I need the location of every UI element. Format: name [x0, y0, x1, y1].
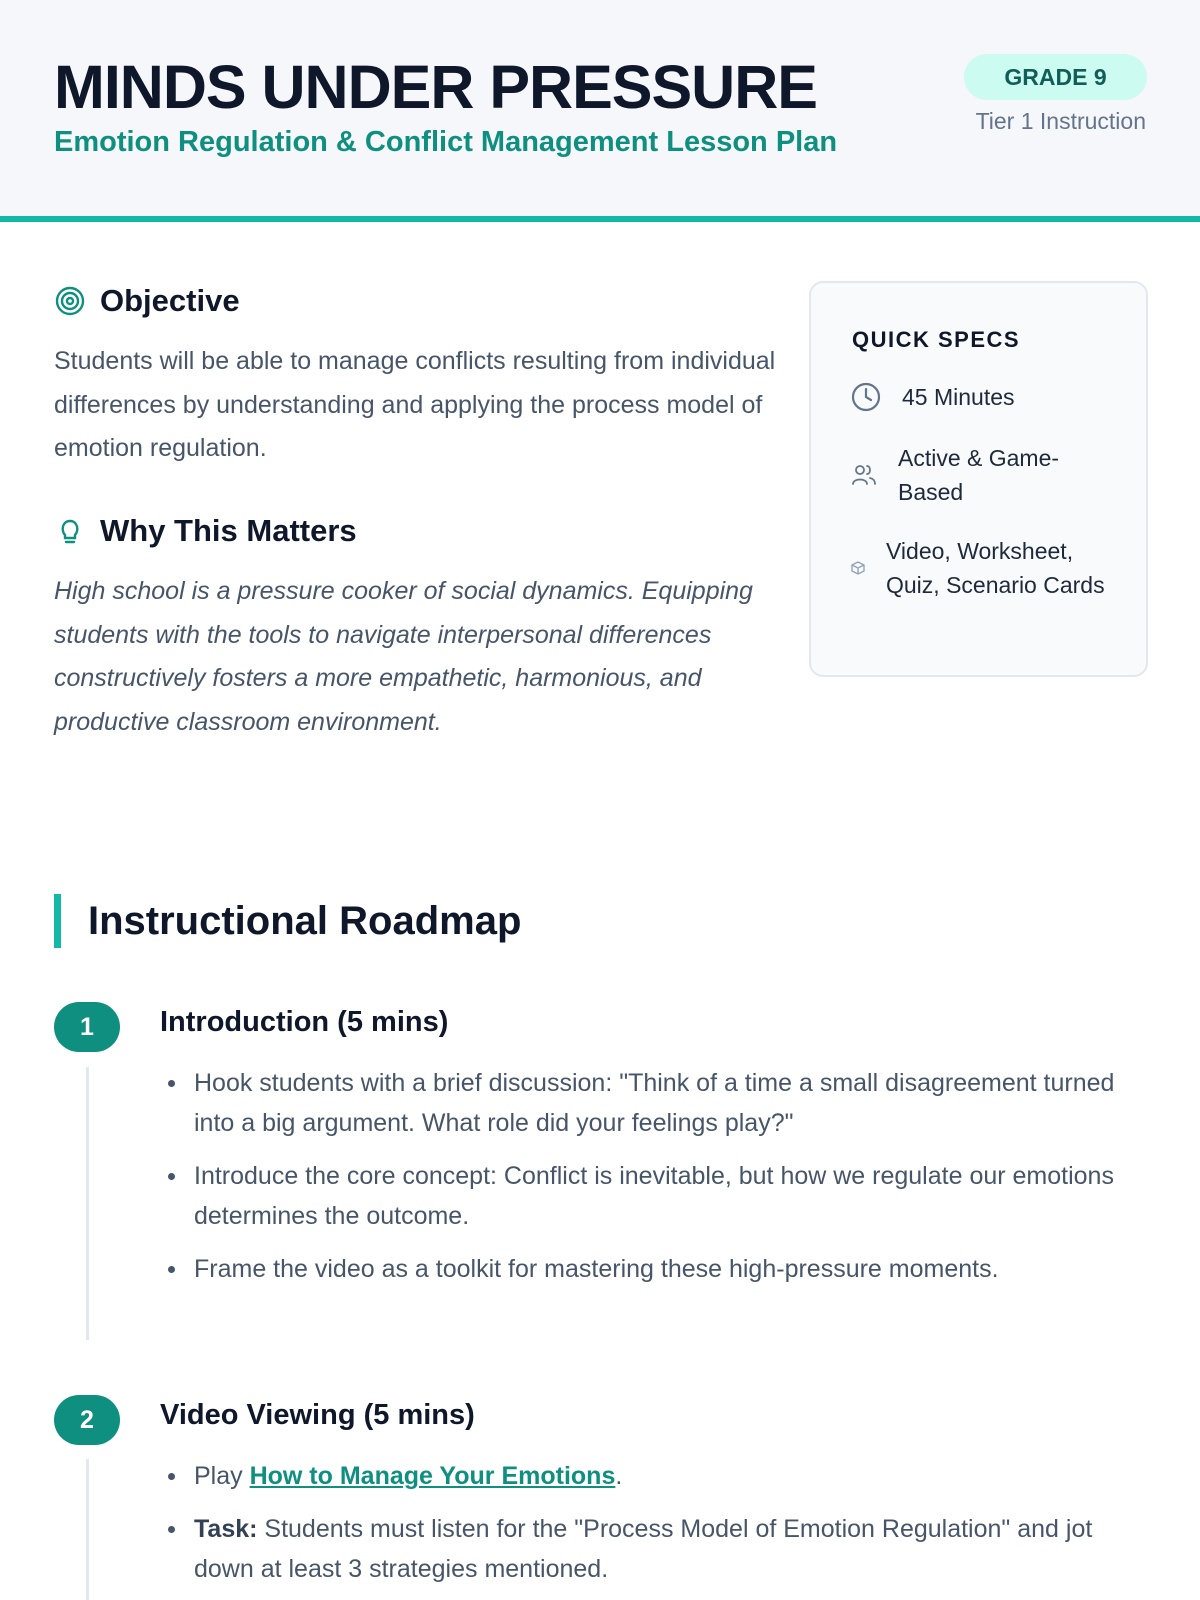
- spec-format-text: Active & Game-Based: [898, 445, 1060, 505]
- why-heading: [54, 513, 357, 549]
- list-item: [160, 1456, 1150, 1496]
- spec-duration-text: 45 Minutes: [902, 384, 1015, 410]
- spec-duration: [850, 380, 1015, 414]
- step-title: Introduction (5 mins): [160, 1006, 449, 1038]
- step-title: Video Viewing (5 mins): [160, 1399, 475, 1431]
- tier-label: Tier 1 Instruction: [975, 108, 1146, 134]
- target-icon: [54, 285, 86, 317]
- users-icon: [850, 461, 878, 489]
- step-bullet-list: [160, 1063, 1150, 1302]
- step-number-badge: 2: [54, 1395, 120, 1445]
- video-link[interactable]: How to Manage Your Emotions: [249, 1462, 616, 1490]
- page-header: [0, 0, 1200, 222]
- cube-icon: [850, 560, 866, 576]
- spec-format: [850, 441, 1088, 509]
- page-subtitle: Emotion Regulation & Conflict Management Lesson Plan: [54, 126, 838, 158]
- quick-specs-title: QUICK SPECS: [852, 327, 1021, 352]
- objective-heading: [54, 283, 240, 319]
- objective-title: Objective: [100, 283, 240, 318]
- grade-badge: GRADE 9: [964, 54, 1147, 100]
- why-title: Why This Matters: [100, 513, 357, 548]
- step-connector-line: [86, 1459, 89, 1600]
- page-title: MINDS UNDER PRESSURE: [54, 53, 817, 121]
- spec-materials: [850, 534, 1106, 602]
- spec-materials-text: Video, Worksheet, Quiz, Scenario Cards: [886, 538, 1105, 598]
- roadmap-heading: [54, 894, 521, 948]
- task-label: Task:: [194, 1515, 258, 1543]
- list-item: Introduce the core concept: Conflict is inevitable, but how we regulate our emotions determines the outcome.: [160, 1156, 1150, 1236]
- list-item: Frame the video as a toolkit for mastering these high-pressure moments.: [160, 1249, 1150, 1289]
- task-text: Students must listen for the "Process Model of Emotion Regulation" and jot down at least 3 strategies mentioned.: [194, 1515, 1093, 1583]
- list-item: Hook students with a brief discussion: "Think of a time a small disagreement turned into a big argument. What role did your feelings play?": [160, 1063, 1150, 1143]
- why-text: High school is a pressure cooker of social dynamics. Equipping students with the tools to navigate interpersonal differences constructively fosters a more empathetic, harmonious, and productive classroom environment.: [54, 577, 753, 736]
- step-number-badge: 1: [54, 1002, 120, 1052]
- step-connector-line: [86, 1067, 89, 1340]
- roadmap-title: Instructional Roadmap: [88, 898, 522, 943]
- objective-text: Students will be able to manage conflicts resulting from individual differences by understanding and applying the process model of emotion regulation.: [54, 347, 776, 462]
- list-item: [160, 1509, 1150, 1589]
- play-prefix: Play: [194, 1462, 250, 1490]
- play-suffix: .: [615, 1462, 623, 1490]
- step-bullet-list: [160, 1456, 1150, 1600]
- lightbulb-icon: [54, 515, 86, 547]
- clock-icon: [850, 381, 882, 413]
